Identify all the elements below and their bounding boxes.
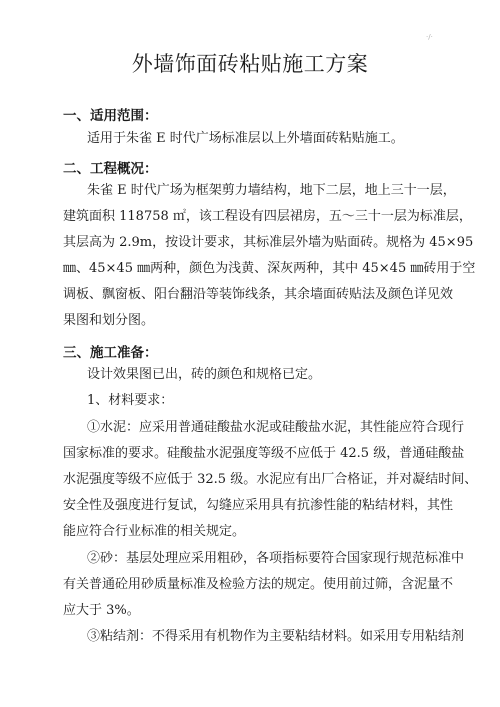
paragraph-line: 应大于 3%。: [63, 603, 140, 618]
paragraph-line: ③粘结剂：不得采用有机物作为主要粘结材料。如采用专用粘结剂: [87, 629, 465, 644]
paragraph-line: 其层高为 2.9m，按设计要求，其标准层外墙为贴面砖。规格为 45×95: [63, 235, 474, 250]
page-title: 外墙饰面砖粘贴施工方案: [131, 52, 369, 76]
paragraph-line: 果图和划分图。: [63, 313, 155, 328]
paragraph-line: ①水泥：应采用普通硅酸盐水泥或硅酸盐水泥，其性能应符合现行: [87, 420, 465, 435]
paragraph-line: 适用于朱雀 E 时代广场标准层以上外墙面砖粘贴施工。: [87, 131, 404, 146]
paragraph-line: 安全性及强度进行复试，勾缝应采用具有抗渗性能的粘结材料，其性: [63, 498, 454, 513]
paragraph-line: 能应符合行业标准的相关规定。: [63, 524, 246, 539]
paragraph-line: ㎜、45×45 ㎜两种，颜色为浅黄、深灰两种，其中 45×45 ㎜砖用于空: [63, 261, 476, 276]
section-heading-scope: 一、适用范围：: [63, 108, 158, 124]
section-heading-overview: 二、工程概况：: [63, 161, 158, 177]
paragraph-line: 建筑面积 118758 ㎡，该工程设有四层裙房，五～三十一层为标准层，: [63, 209, 472, 224]
paragraph-line: ②砂：基层处理应采用粗砂，各项指标要符合国家现行规范标准中: [87, 551, 465, 566]
section-heading-preparation: 三、施工准备：: [63, 345, 158, 361]
paragraph-line: 调板、飘窗板、阳台翻沿等装饰线条，其余墙面砖贴法及颜色详见效: [63, 287, 454, 302]
paragraph-line: 国家标准的要求。硅酸盐水泥强度等级不应低于 42.5 级，普通硅酸盐: [63, 446, 465, 461]
paragraph-line: 设计效果图已出，砖的颜色和规格已定。: [87, 367, 322, 382]
corner-mark: ·/·: [426, 33, 433, 41]
paragraph-line: 有关普通砼用砂质量标准及检验方法的规定。使用前过筛，含泥量不: [63, 577, 454, 592]
paragraph-line: 朱雀 E 时代广场为框架剪力墙结构，地下二层，地上三十一层，: [87, 183, 456, 198]
paragraph-line: 水泥强度等级不应低于 32.5 级。水泥应有出厂合格证，并对凝结时间、: [63, 472, 478, 487]
subheading-materials: 1、材料要求：: [87, 393, 174, 408]
